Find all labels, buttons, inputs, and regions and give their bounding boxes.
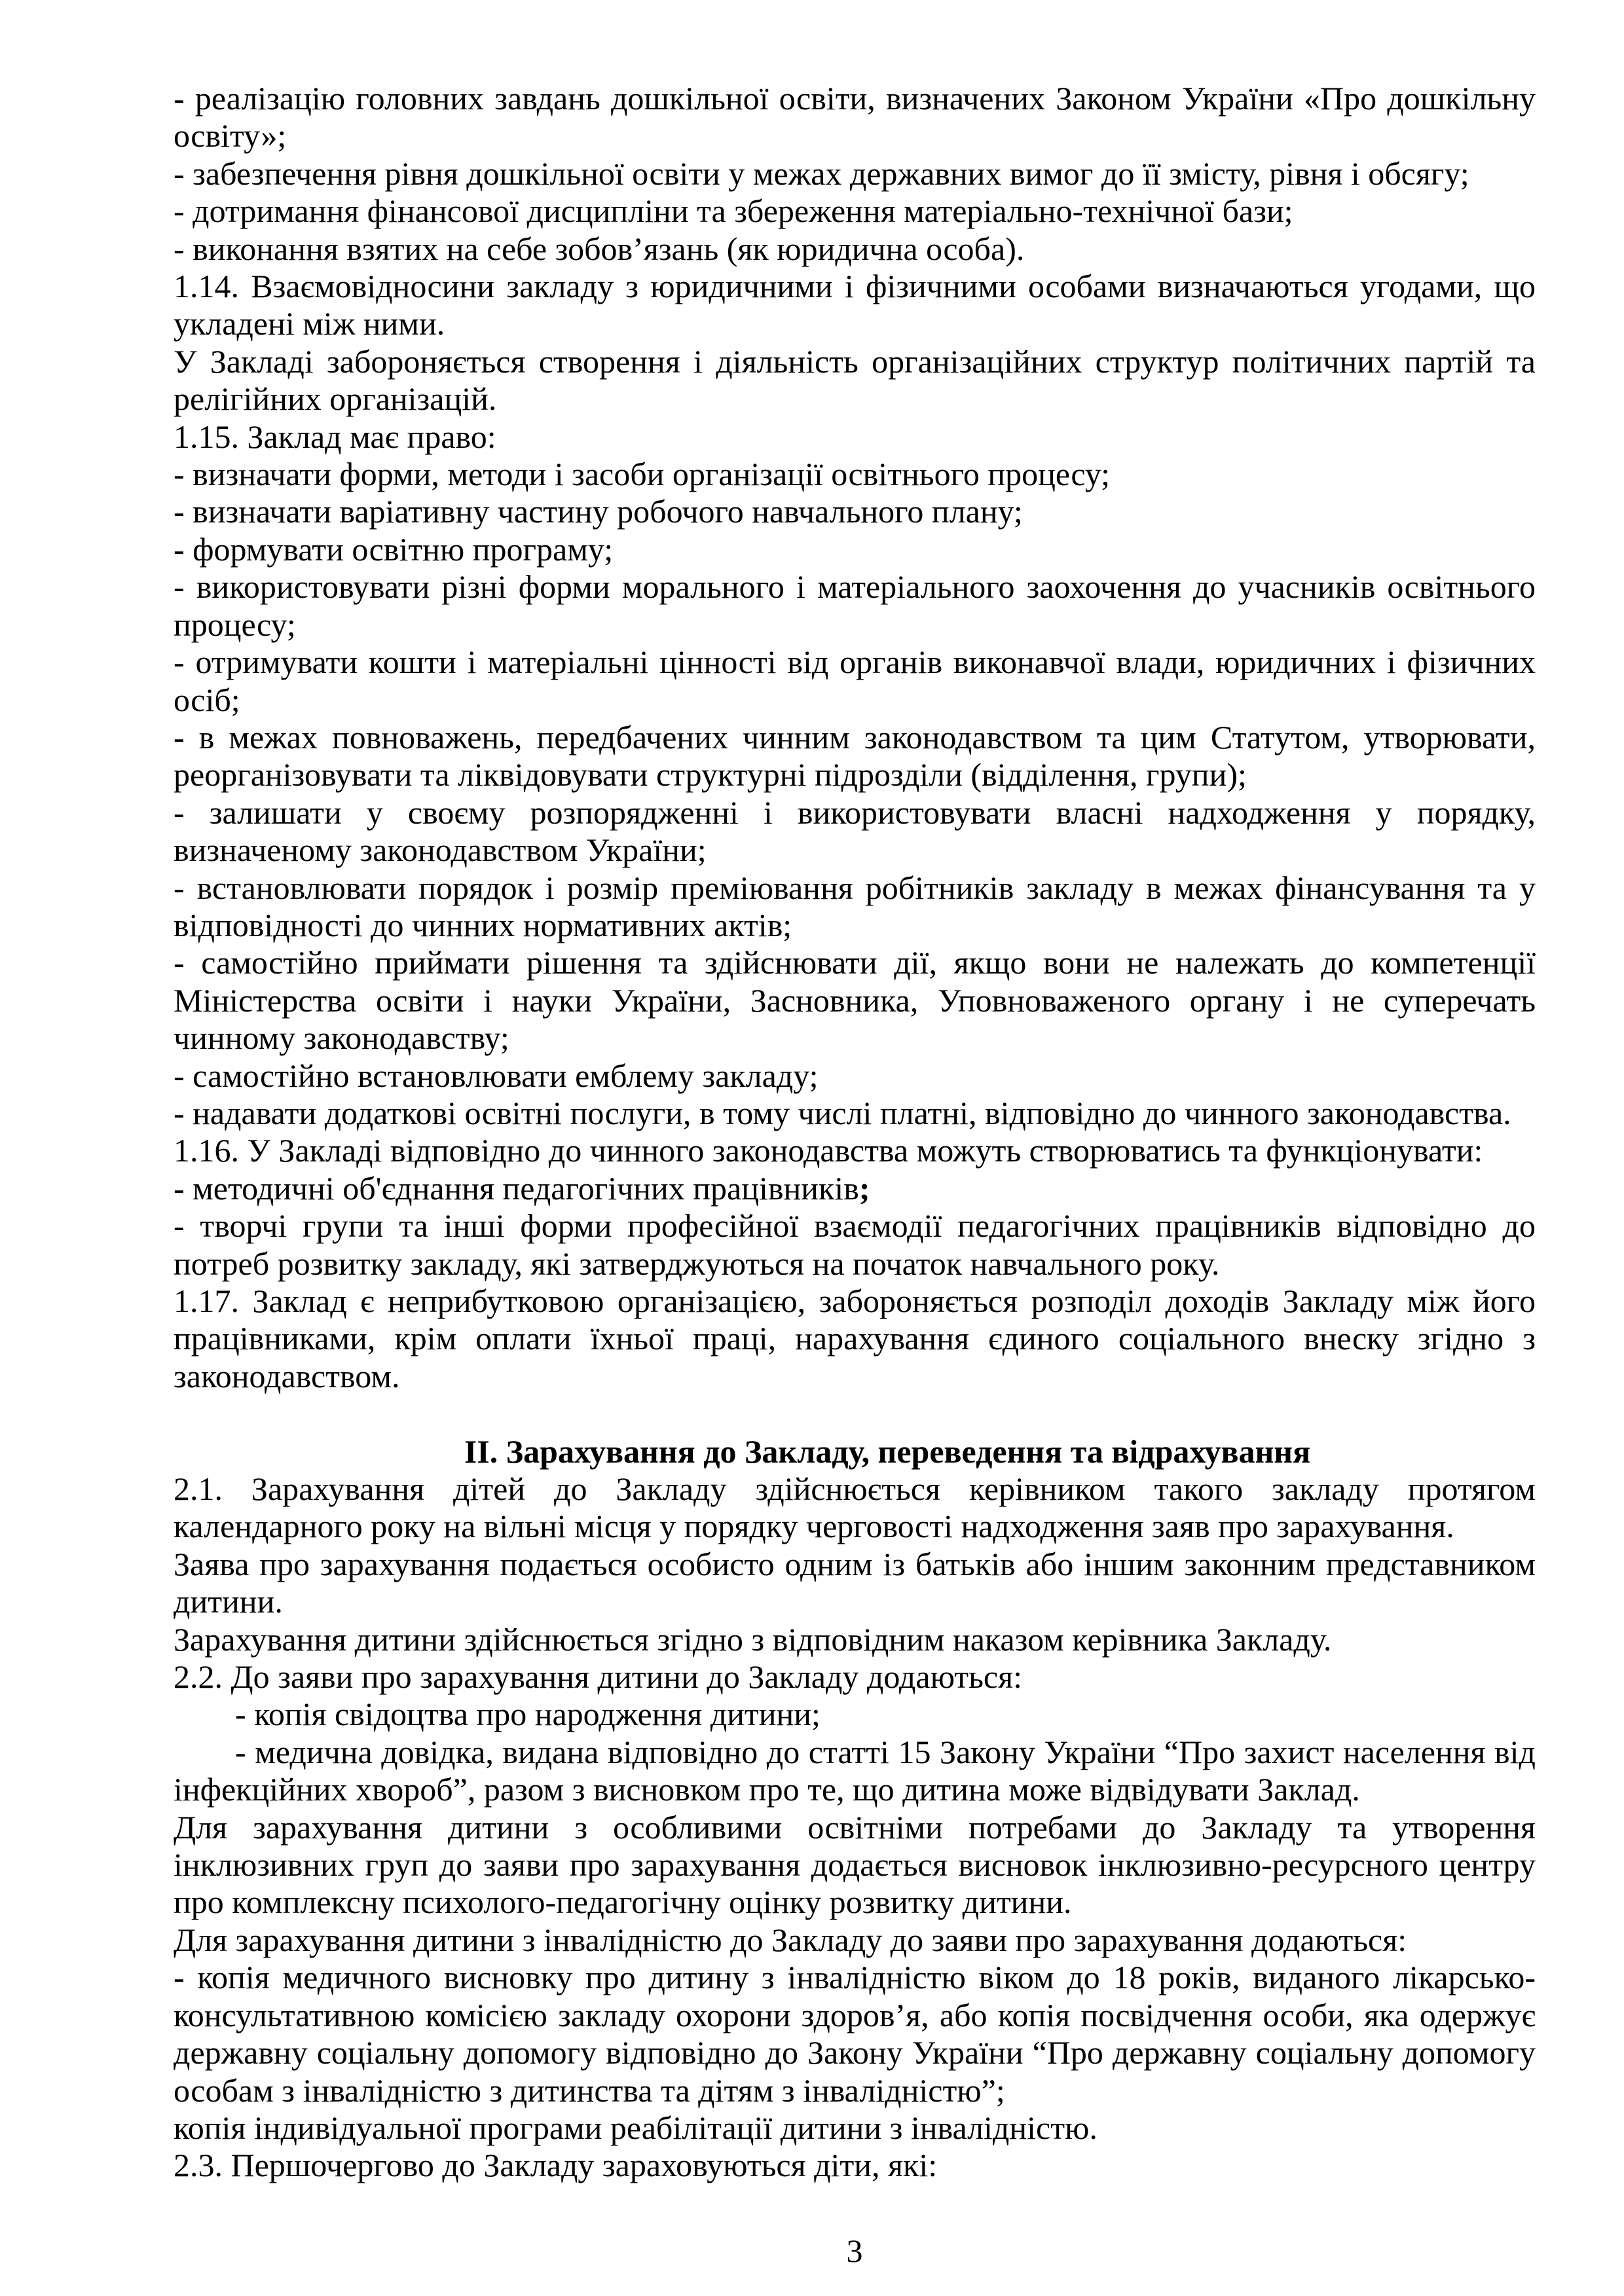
paragraph [174,1283,1536,1395]
paragraph-text: - надавати додаткові освітні послуги, в тому числі платні, відповідно до чинного законодавства. [174,1094,1511,1131]
paragraph [174,719,1536,794]
paragraph [174,1809,1536,1922]
paragraph-text: У Закладі забороняється створення і діяльність організаційних структур політичних партій та релігійних організацій. [174,342,1536,418]
paragraph [174,1734,1536,1809]
paragraph-text: 1.14. Взаємовідносини закладу з юридичними і фізичними особами визначаються угодами, що укладені між ними. [174,268,1536,342]
paragraph-text: - виконання взятих на себе зобов’язань (як юридична особа). [174,230,1025,267]
paragraph [174,1132,1536,1169]
paragraph [174,1959,1536,2109]
paragraph [174,192,1536,230]
paragraph-text: - методичні об'єднання педагогічних працівників [174,1169,859,1207]
paragraph [174,155,1536,192]
paragraph-text: - самостійно встановлювати емблему закладу; [174,1057,819,1094]
paragraph-text: - отримувати кошти і матеріальні цінності від органів виконавчої влади, юридичних і фізичних осіб; [174,644,1536,718]
paragraph-text: - використовувати різні форми морального і матеріального заохочення до учасників освітнього процесу; [174,568,1536,643]
paragraph-text: 2.1. Зарахування дітей до Закладу здійснюється керівником такого закладу протягом календарного року на вільні місця у порядку черговості надходження заяв про зарахування. [174,1470,1536,1545]
paragraph [174,230,1536,268]
paragraph [174,531,1536,568]
paragraph-text: - забезпечення рівня дошкільної освіти у межах державних вимог до її змісту, рівня і обсягу; [174,155,1469,192]
paragraph-text: - дотримання фінансової дисципліни та збереження матеріально-технічної бази; [174,192,1293,230]
paragraph [174,1922,1536,1959]
paragraph-text: 1.16. У Закладі відповідно до чинного законодавства можуть створюватись та функціонувати: [174,1132,1483,1169]
paragraph [174,1095,1536,1132]
paragraph [174,1470,1536,1546]
paragraph [174,1696,1536,1733]
paragraph [174,944,1536,1057]
paragraph-text: 1.17. Заклад є неприбутковою організацією, забороняється розподіл доходів Закладу між його працівниками, крім оплати їхньої праці, нарахування єдиного соціального внеску згідно з законодавством. [174,1283,1536,1394]
blank-line [174,1395,1536,1432]
paragraph [174,418,1536,456]
paragraph [174,1170,1536,1207]
paragraph [174,568,1536,644]
paragraph [174,869,1536,945]
paragraph-text: - визначати варіативну частину робочого навчального плану; [174,493,1023,530]
paragraph-text: 1.15. Заклад має право: [174,418,496,455]
paragraph-text: - визначати форми, методи і засоби організації освітнього процесу; [174,456,1111,493]
page-number: 3 [846,2232,863,2269]
paragraph-text: Заява про зарахування подається особисто одним із батьків або іншим законним представником дитини. [174,1545,1536,1620]
paragraph-text: - самостійно приймати рішення та здійснювати дії, якщо вони не належать до компетенції Міністерства освіти і науки України, Засновника, Уповноваженого органу і не суперечать чинному законодавству; [174,944,1536,1057]
paragraph-text: 2.3. Першочергово до Закладу зараховуються діти, які: [174,2147,938,2184]
paragraph [174,80,1536,155]
paragraph [174,1658,1536,1696]
paragraph-text: - копія медичного висновку про дитину з інвалідністю віком до 18 років, виданого лікарсько-консультативною комісією закладу охорони здоров’я, або копія посвідчення особи, яка одержує державну соціальну допомогу відповідно до Закону України “Про державну соціальну допомогу особам з інвалідністю з дитинства та дітям з інвалідністю”; [174,1959,1536,2109]
paragraph-text: копія індивідуальної програми реабілітації дитини з інвалідністю. [174,2109,1098,2146]
paragraph [174,456,1536,493]
document-body [174,80,1536,2185]
paragraph [174,794,1536,869]
paragraph-text: - формувати освітню програму; [174,530,614,568]
paragraph [174,2109,1536,2147]
paragraph [174,1546,1536,1621]
paragraph [174,1621,1536,1658]
paragraph-text: Для зарахування дитини з інвалідністю до Закладу до заяви про зарахування додаються: [174,1921,1407,1958]
paragraph-text: Зарахування дитини здійснюється згідно з відповідним наказом керівника Закладу. [174,1620,1332,1658]
paragraph [174,343,1536,418]
bold-punctuation: ; [858,1169,870,1207]
paragraph-text: - залишати у своєму розпорядженні і використовувати власні надходження у порядку, визначеному законодавством України; [174,793,1536,869]
paragraph-text: - копія свідоцтва про народження дитини; [235,1696,821,1733]
paragraph-text: Для зарахування дитини з особливими освітніми потребами до Закладу та утворення інклюзивних груп до заяви про зарахування додається висновок інклюзивно-ресурсного центру про комплексну психолого-педагогічну оцінку розвитку дитини. [174,1808,1536,1921]
paragraph-text: - реалізацію головних завдань дошкільної освіти, визначених Законом України «Про дошкільну освіту»; [174,80,1536,155]
paragraph [174,2147,1536,2184]
paragraph-text: - творчі групи та інші форми професійної взаємодії педагогічних працівників відповідно до потреб розвитку закладу, які затверджуються на початок навчального року. [174,1207,1536,1282]
paragraph [174,268,1536,343]
paragraph [174,493,1536,530]
paragraph-text: - медична довідка, видана відповідно до статті 15 Закону України “Про захист населення від інфекційних хвороб”, разом з висновком про те, що дитина може відвідувати Заклад. [174,1733,1536,1808]
paragraph-text: 2.2. До заяви про зарахування дитини до Закладу додаються: [174,1658,1022,1696]
paragraph-text: - в межах повноважень, передбачених чинним законодавством та цим Статутом, утворювати, реорганізовувати та ліквідовувати структурні підрозділи (відділення, групи); [174,718,1536,793]
paragraph [174,1207,1536,1283]
paragraph [174,644,1536,719]
paragraph [174,1057,1536,1095]
section-heading: ІІ. Зарахування до Закладу, переведення та відрахування [464,1432,1311,1470]
paragraph-text: - встановлювати порядок і розмір преміювання робітників закладу в межах фінансування та у відповідності до чинних нормативних актів; [174,869,1536,943]
